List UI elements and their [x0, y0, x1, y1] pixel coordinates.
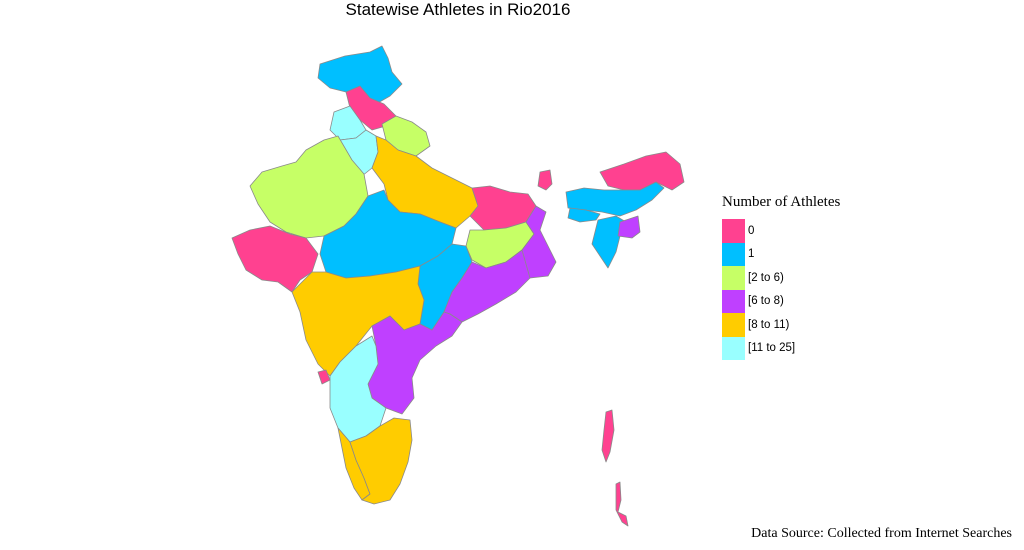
legend-item — [722, 337, 840, 361]
legend-label: [8 to 11) — [748, 318, 790, 331]
legend-swatch — [722, 313, 745, 337]
legend-item — [722, 243, 840, 267]
region-telangana-andhra — [368, 312, 462, 414]
data-source-note: Data Source: Collected from Internet Searches — [751, 526, 1012, 541]
legend-label: [11 to 25] — [748, 342, 796, 355]
legend-swatch — [722, 243, 745, 267]
region-andaman-nicobar — [602, 410, 628, 526]
legend-label: [6 to 8) — [748, 295, 784, 308]
legend-item — [722, 266, 840, 290]
legend-swatch — [722, 337, 745, 361]
region-arunachal-pradesh — [600, 152, 684, 190]
legend-swatch — [722, 266, 745, 290]
legend-swatch — [722, 290, 745, 314]
legend-item — [722, 219, 840, 243]
legend-item — [722, 313, 840, 337]
map-legend — [722, 194, 840, 360]
legend-item — [722, 290, 840, 314]
legend-label: 0 — [748, 224, 755, 237]
region-sikkim — [538, 170, 552, 190]
legend-label: 1 — [748, 248, 755, 261]
legend-swatch — [722, 219, 745, 243]
legend-title: Number of Athletes — [722, 194, 841, 210]
legend-label: [2 to 6) — [748, 271, 784, 284]
map-title: Statewise Athletes in Rio2016 — [345, 0, 571, 19]
